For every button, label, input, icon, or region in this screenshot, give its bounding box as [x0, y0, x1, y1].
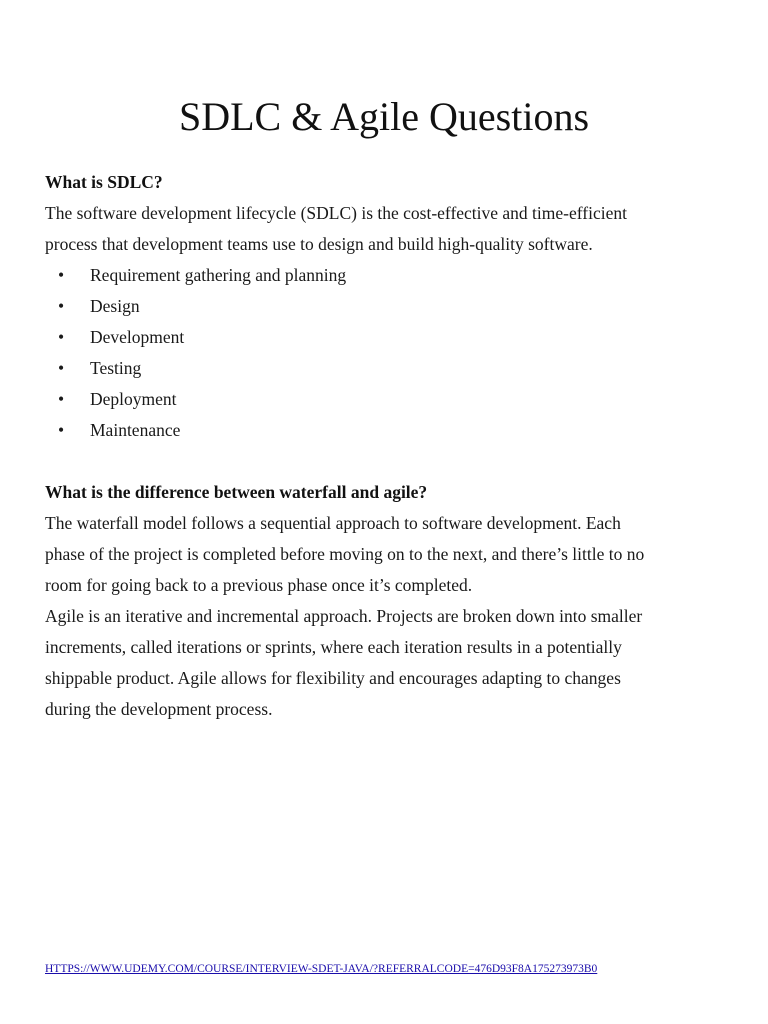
list-item — [45, 384, 725, 415]
list-item — [45, 260, 725, 291]
list-item-label: Development — [90, 327, 185, 347]
bullet-icon: • — [58, 420, 65, 440]
list-item-label: Design — [90, 296, 140, 316]
paragraph-line: The software development lifecycle (SDLC) is the cost-effective and time-efficient — [45, 203, 627, 223]
section-heading-sdlc: What is SDLC? — [45, 172, 163, 192]
paragraph-line: The waterfall model follows a sequential approach to software development. Each — [45, 513, 621, 533]
list-item-label: Maintenance — [90, 420, 181, 440]
paragraph-line: shippable product. Agile allows for flexibility and encourages adapting to changes — [45, 668, 621, 688]
list-item — [45, 322, 725, 353]
section-spacer — [45, 446, 725, 477]
list-item-label: Deployment — [90, 389, 177, 409]
list-item-label: Testing — [90, 358, 142, 378]
document-body — [45, 167, 725, 725]
page-title: SDLC & Agile Questions — [178, 94, 590, 139]
bullet-icon: • — [58, 265, 65, 285]
paragraph-line: increments, called iterations or sprints, where each iteration results in a potentially — [45, 637, 622, 657]
list-item — [45, 291, 725, 322]
footer-udemy-link[interactable]: HTTPS://WWW.UDEMY.COM/COURSE/INTERVIEW-SDET-JAVA/?REFERRALCODE=476D93F8A175273973B0 — [45, 963, 598, 975]
bullet-icon: • — [58, 389, 65, 409]
paragraph-line: Agile is an iterative and incremental approach. Projects are broken down into smaller — [45, 606, 643, 626]
sdlc-phase-list — [45, 260, 725, 446]
bullet-icon: • — [58, 358, 65, 378]
paragraph-line: phase of the project is completed before moving on to the next, and there’s little to no — [45, 544, 645, 564]
bullet-icon: • — [58, 296, 65, 316]
section-heading-waterfall-vs-agile: What is the difference between waterfall and agile? — [45, 482, 428, 502]
list-item — [45, 415, 725, 446]
bullet-icon: • — [58, 327, 65, 347]
list-item-label: Requirement gathering and planning — [90, 265, 347, 285]
paragraph-line: room for going back to a previous phase once it’s completed. — [45, 575, 473, 595]
paragraph-line: during the development process. — [45, 699, 273, 719]
list-item — [45, 353, 725, 384]
paragraph-line: process that development teams use to design and build high-quality software. — [45, 234, 593, 254]
